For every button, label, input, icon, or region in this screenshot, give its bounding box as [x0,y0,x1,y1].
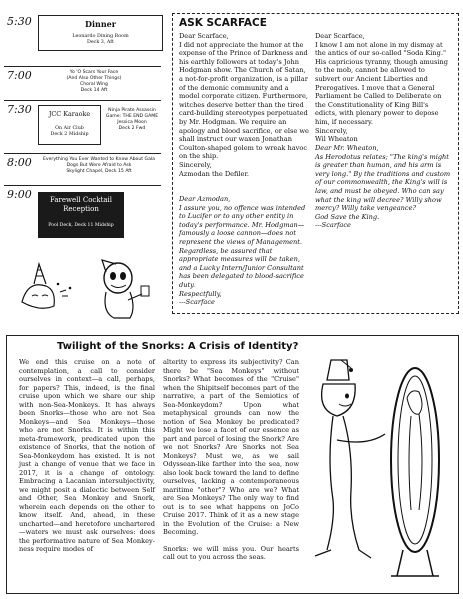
time-530: 5:30 [7,15,32,28]
article-col-1: We end this cruise on a note of contemplation, a call to consider ourselves in context—a call, perhaps, for papers? This, indeed, is the final cruise upon which we share our ship with non-Sea-Monkeys. It has always been Snorks—those who are not Sea Monkeys—and Sea Monkeys—those who are not Snorks. It is within this meta-framework, predicated upon the existence of Snorks, that the notion of Sea-Monkeydom has existed. It is not just a change of venue that we face in 2017, it is a change of ontology. Embracing a Lacanian intersubjectivity, we might posit a dialectic between Self and Other, Sea Monkey and Snork, wherein each depends on the other to know itself. And, ahead, in these uncharted—and heretofore unchartered—waters we must ask ourselves: does the performative nature of Sea Monkey-ness require modes of [19,358,155,553]
dinner-box [38,15,163,51]
time-730: 7:30 [7,103,32,116]
time-900: 9:00 [7,188,32,201]
karaoke-location: On Air Club Deck 2 Midship [50,126,89,137]
farewell-location: Pool Deck, Deck 11 Midship [48,223,114,228]
farewell-title: Farewell Cocktail Reception [49,196,113,213]
ask-scarface-title: ASK SCARFACE [179,17,267,29]
article-col-2-body: alterity to express its subjectivity? Can there be "Sea Monkeys" without Snorks? What becomes of the "Cruise" when the Shipitself becomes part of the narrative, a part of the Semiotics of Sea-Monkeydom? Upon what metaphysical grounds can now the notion of Sea Monkey be predicated? Might we lose a facet of our essence as part and parcel of losing the Snork? Are we not Snorks? Are Snorks not Sea Monkeys? Must we, as we sail Odyssean-like farther into the sea, now also look back toward the land to define ourselves, lacking a contemporaneous maritime "other"? Who are we? What are Sea Monkeys? The only way to find out is to see what happens on JoCo Cruise 2017. Think of it as a new stage in the Evolution of the Cruise: a New Becoming. [163,358,299,536]
ninja-event: Ninja Pirate Assassin Game: THE END GAME Jessica Moon Deck 2 Fwd [105,108,159,131]
dinner-title: Dinner [85,19,116,29]
dinner-location: Leonardo Dining Room Deck 3, Aft [72,34,129,45]
party-doodle [10,250,160,325]
time-800: 8:00 [7,156,32,169]
karaoke-title: JCC Karaoke [48,110,91,118]
time-700: 7:00 [7,69,32,82]
article-col-2-ending: Snorks: we will miss you. Our hearts call out to you across the seas. [163,544,299,561]
farewell-box [38,192,124,238]
wheaton-letter: Dear Scarface, I know I am not alone in my dismay at the antics of our so-called "Soda King." His capricious tyranny, though amusing to the mob, cannot be allowed to subvert our Ancient Liberties and Prerogatives. I move that a General Parliament be Called to Deliberate on the Constitutionality of King Bill's edicts, with plenary power to depose him, if necessary. Sincerely, Wil Wheaton [315,32,449,144]
divider [4,100,161,101]
divider [4,153,161,154]
show-event: Yo 'O Scars Your Face (And Also Other Things) Choral Wing Deck 14 Aft [66,70,122,93]
ask-scarface-box [172,13,459,314]
wheaton-reply: Dear Mr. Wheaton, As Herodotus relates; "The king's might is greater than human, and his arm is very long." By the traditions and custom of our commonwealth, the King's will is law, and must be obeyed. Who can say what the king will decree? Willy show mercy? Willy take vengeance? God Save the King. ---Scarface [315,144,451,230]
article-col-2 [163,358,299,562]
gala-event: Everything You Ever Wanted to Know About Gala Dogs But Were Afraid to Ask Skylight Chapel, Deck 15 Aft [42,157,155,174]
divider [4,185,161,186]
snorks-article [6,335,459,594]
karaoke-box [38,105,101,145]
sea-monkey-mirror-illustration [307,350,455,588]
divider [4,66,161,67]
azmodan-letter: Dear Scarface, I did not appreciate the humor at the expense of the Prince of Darkness and his earthly followers at today's John Hodgman show. The Church of Satan, a not-for-profit organization, is a pillar of the demonic community and a model corporate citizen. Furthermore, witches deserve better than the tired card-building stereotypes perpetuated by Mr. Hodgman. We require an apology and blood sacrifice, or else we shall instruct our waxen Jonathan Coulton-shaped golem to wreak havoc on the ship. Sincerely, Azmodan the Defiler. [179,32,309,178]
article-title: Twilight of the Snorks: A Crisis of Identity? [57,341,299,352]
azmodan-reply: Dear Azmodan, I assure you, no offence was intended to Lucifer or to any other entity in today's performance. Mr. Hodgman—famously a loose cannon—does not represent the views of Management. Regardless, be assured that appropriate measures will be taken, and a Lucky Intern/Junior Consultant has been delegated to blood-sacrifice duty. Respectfully, ---Scarface [179,195,306,307]
